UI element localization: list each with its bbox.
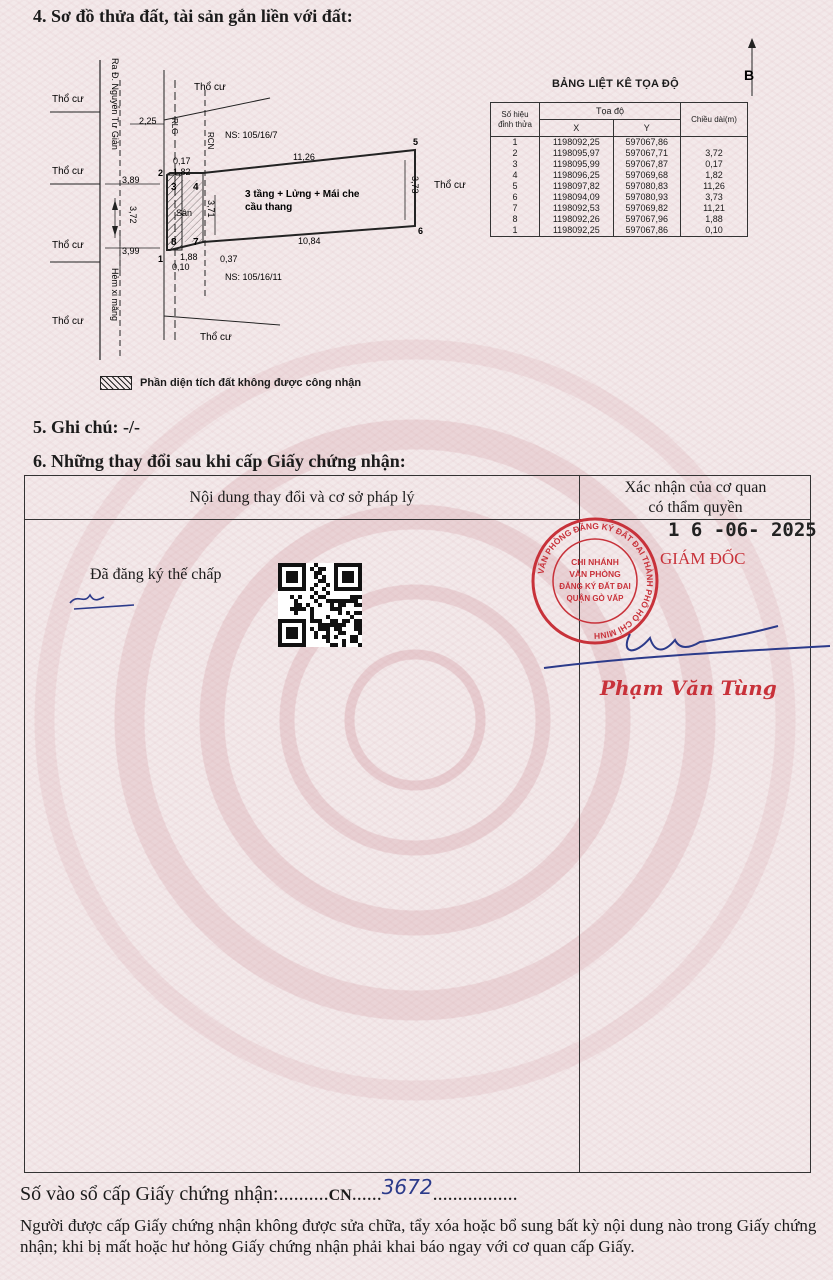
point-label: 8: [171, 237, 177, 248]
neighbor-label: Thổ cư: [200, 332, 232, 343]
coord-row: [491, 214, 748, 225]
land-plot-diagram: [40, 40, 520, 380]
coord-cell-id: 4: [491, 170, 540, 181]
coord-table-title: BẢNG LIỆT KÊ TỌA ĐỘ: [552, 78, 679, 90]
coord-cell-len: 3,72: [681, 148, 748, 159]
section-5-title: 5. Ghi chú: -/-: [33, 417, 141, 437]
register-number-line: [20, 1175, 518, 1206]
coord-cell-id: 5: [491, 181, 540, 192]
notice-text: Người được cấp Giấy chứng nhận không được sửa chữa, tẩy xóa hoặc bổ sung bất kỳ nội dung nào trong Giấy chứng nhận; khi bị mất hoặc hư hỏng Giấy chứng nhận phải khai báo ngay với cơ quan cấp Giấy.: [20, 1216, 817, 1256]
coord-cell-len: 11,26: [681, 181, 748, 192]
coord-cell-y: 597067,96: [613, 214, 680, 225]
dots: ..........: [278, 1183, 329, 1205]
coord-cell-x: 1198095,97: [540, 148, 614, 159]
approval-date: 1 6 -06- 2025: [668, 519, 817, 541]
col-length: Chiều dài(m): [681, 103, 748, 137]
coord-cell-x: 1198092,26: [540, 214, 614, 225]
dim-label: 3,72: [128, 206, 138, 224]
coord-cell-len: 0,17: [681, 159, 748, 170]
legend-text: Phần diện tích đất không được công nhận: [140, 376, 362, 389]
col-point: Số hiệu đỉnh thửa: [491, 103, 540, 137]
stamp-line-4: QUẬN GÒ VẤP: [566, 594, 624, 603]
handwritten-initial: [64, 585, 154, 615]
neighbor-label: Thổ cư: [52, 166, 84, 177]
coord-row: [491, 170, 748, 181]
dim-label: 11,26: [293, 152, 315, 162]
dim-label: 1,88: [180, 252, 198, 262]
point-label: 5: [413, 137, 419, 147]
point-label: 6: [418, 226, 424, 236]
coord-cell-len: 1,82: [681, 170, 748, 181]
coord-cell-y: 597069,68: [613, 170, 680, 181]
dim-label: 10,84: [298, 236, 321, 246]
col-coord: Tọa độ: [540, 103, 681, 120]
coord-cell-y: 597080,93: [613, 192, 680, 203]
stamp-ring-text: VĂN PHÒNG ĐĂNG KÝ ĐẤT ĐAI THÀNH PHỐ HỒ CHÍ MINH: [535, 520, 656, 642]
ns-top-label: NS: 105/16/7: [225, 130, 278, 140]
coord-row: [491, 192, 748, 203]
coord-cell-y: 597069,82: [613, 203, 680, 214]
stamp-line-3: ĐĂNG KÝ ĐẤT ĐAI: [559, 582, 631, 591]
road-label: Ra Đ. Nguyễn Tư Giản: [110, 58, 120, 150]
coord-cell-id: 6: [491, 192, 540, 203]
coord-cell-x: 1198092,53: [540, 203, 614, 214]
point-label: 7: [193, 237, 199, 248]
north-arrow: [738, 38, 768, 98]
ns-bottom-label: NS: 105/16/11: [225, 272, 282, 282]
stamp-line-1: CHI NHÁNH: [571, 557, 619, 567]
coord-cell-x: 1198095,99: [540, 159, 614, 170]
dim-label: 0,37: [220, 254, 238, 264]
coord-cell-x: 1198097,82: [540, 181, 614, 192]
coord-row: [491, 203, 748, 214]
section-4-title: 4. Sơ đồ thửa đất, tài sản gắn liền với đất:: [33, 6, 353, 26]
dots: ......: [351, 1183, 382, 1205]
dim-label: 0,17: [173, 156, 191, 166]
coord-cell-x: 1198092,25: [540, 137, 614, 149]
coord-row: [491, 137, 748, 149]
coord-cell-x: 1198094,09: [540, 192, 614, 203]
qr-code: [278, 563, 362, 647]
coord-cell-id: 7: [491, 203, 540, 214]
dim-label: 3,99: [122, 246, 140, 256]
col-y: Y: [613, 120, 680, 137]
signature: [540, 614, 833, 674]
lane-label: Hẻm xi măng: [110, 268, 120, 322]
neighbor-label: Thổ cư: [52, 94, 84, 105]
point-label: 3: [171, 182, 177, 193]
coord-cell-id: 1: [491, 225, 540, 237]
coord-cell-len: 1,88: [681, 214, 748, 225]
change-entry: Đã đăng ký thế chấp: [90, 566, 222, 583]
changes-col-content: Nội dung thay đổi và cơ sở pháp lý: [189, 488, 415, 506]
neighbor-label: Thổ cư: [52, 240, 84, 251]
building-label-2: cầu thang: [245, 202, 293, 213]
coord-cell-x: 1198096,25: [540, 170, 614, 181]
register-label: Số vào sổ cấp Giấy chứng nhận:: [20, 1183, 279, 1205]
coord-cell-id: 8: [491, 214, 540, 225]
neighbor-label: Thổ cư: [434, 180, 466, 191]
coord-cell-id: 2: [491, 148, 540, 159]
neighbor-label: Thổ cư: [194, 82, 226, 93]
coord-cell-len: 3,73: [681, 192, 748, 203]
dim-label: 3,71: [206, 200, 216, 218]
coord-cell-x: 1198092,25: [540, 225, 614, 237]
point-label: 2: [158, 168, 164, 178]
coord-cell-len: 0,10: [681, 225, 748, 237]
coord-row: [491, 159, 748, 170]
coord-cell-y: 597067,86: [613, 225, 680, 237]
yard-label: Sân: [176, 208, 193, 218]
north-label: B: [744, 67, 755, 83]
building-label: 3 tầng + Lửng + Mái che: [245, 189, 360, 200]
coord-cell-y: 597067,71: [613, 148, 680, 159]
coord-row: [491, 225, 748, 237]
register-number: 3672: [381, 1175, 433, 1199]
legend: [100, 376, 361, 390]
point-label: 4: [193, 182, 199, 193]
cn-prefix: CN: [328, 1187, 352, 1204]
stamp-line-2: VĂN PHÒNG: [569, 569, 621, 579]
approval-line-2: có thẩm quyền: [648, 499, 743, 516]
hatch-swatch: [100, 376, 132, 390]
rlg-label: RLG: [170, 118, 179, 135]
coord-cell-len: 11,21: [681, 203, 748, 214]
coord-row: [491, 181, 748, 192]
section-6-title: 6. Những thay đổi sau khi cấp Giấy chứng nhận:: [33, 451, 406, 471]
director-title: GIÁM ĐỐC: [660, 549, 746, 568]
coord-table: [490, 102, 748, 237]
changes-col-approval: [581, 476, 810, 521]
point-label: 1: [158, 254, 164, 264]
coord-cell-y: 597067,86: [613, 137, 680, 149]
rcn-label: RCN: [206, 132, 215, 150]
coord-cell-len: [681, 137, 748, 149]
coord-cell-id: 3: [491, 159, 540, 170]
dim-label: 0,10: [172, 262, 190, 272]
dots: .................: [432, 1183, 518, 1205]
col-x: X: [540, 120, 614, 137]
dim-label: 3,73: [410, 176, 420, 194]
signer-name: Phạm Văn Tùng: [600, 676, 777, 700]
dim-label: 3,89: [122, 175, 140, 185]
dim-label: 2,25: [139, 116, 157, 126]
coord-cell-y: 597067,87: [613, 159, 680, 170]
approval-line-1: Xác nhận của cơ quan: [624, 479, 767, 496]
coord-cell-y: 597080,83: [613, 181, 680, 192]
coord-cell-id: 1: [491, 137, 540, 149]
neighbor-label: Thổ cư: [52, 316, 84, 327]
dim-label: 1,82: [173, 167, 191, 177]
coord-row: [491, 148, 748, 159]
